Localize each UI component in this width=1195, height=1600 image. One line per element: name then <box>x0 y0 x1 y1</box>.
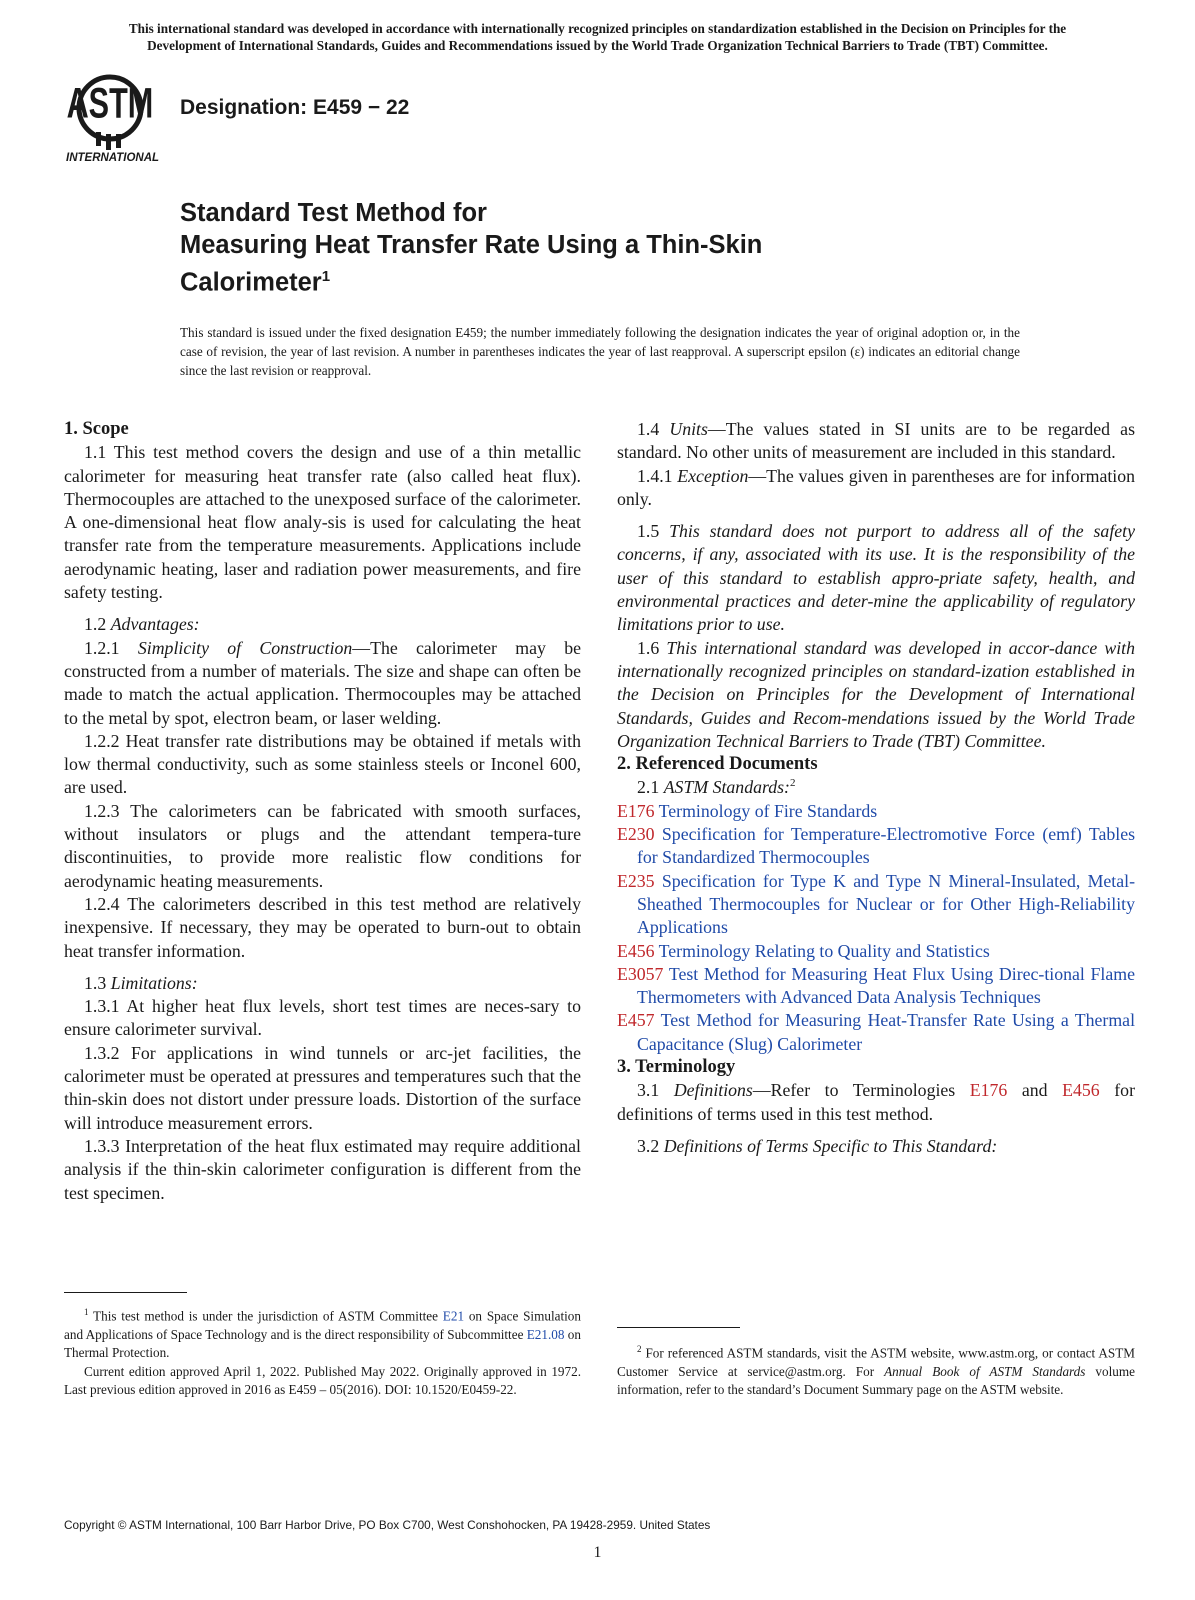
astm-logo-icon <box>64 70 168 166</box>
section-heading-terminology: 3. Terminology <box>617 1057 736 1078</box>
title-footnote-mark: 1 <box>321 268 331 285</box>
link-e21-08[interactable]: E21.08 <box>526 1326 565 1342</box>
astm-logo <box>64 70 168 166</box>
reference-code[interactable]: E456 <box>617 940 655 961</box>
reference-title[interactable]: Terminology Relating to Quality and Statistics <box>658 940 990 961</box>
reference-item[interactable] <box>617 800 1135 823</box>
footnote-2: $^2$ For referenced ASTM standards, visit the ASTM website, www.astm.org, or contact ASTM Customer Service at service@astm.org. For Annual Book of ASTM Standards volume information, refer to the standard’s Document Summary page on the ASTM website. <box>617 1344 1135 1398</box>
designation: Designation: E459 − 22 <box>180 96 410 119</box>
left-column <box>64 418 581 1205</box>
para-1-1: 1.1 This test method covers the design and use of a thin metallic calorimeter for measuring heat transfer rate (also called heat flux). Thermocouples are attached to the unexposed surface of the calorimeter. A one-dimensional heat flow analy-sis is used for calculating the heat transfer rate from the temperature measurements. Applications include aerodynamic heating, laser and radiation power measurements, and fire safety testing. <box>64 442 581 603</box>
link-e176[interactable]: E176 <box>969 1080 1008 1101</box>
para-1-2-3: 1.2.3 The calorimeters can be fabricated with smooth surfaces, without insulators or plugs and the attendant tempera-ture discontinuities, to provide more realistic flow conditions for aerodynamic heating measurements. <box>64 800 581 891</box>
page-number: 1 <box>593 1544 602 1561</box>
reference-list <box>617 800 1135 1056</box>
reference-title[interactable]: Test Method for Measuring Heat Flux Using Direc-tional Flame Thermometers with Advanced Data Analysis Techniques <box>637 963 1135 1008</box>
copyright-notice: Copyright © ASTM International, 100 Barr Harbor Drive, PO Box C700, West Conshohocken, PA 19428-2959. United States <box>64 1518 711 1532</box>
reference-title[interactable]: Specification for Type K and Type N Mineral-Insulated, Metal-Sheathed Thermocouples for Nuclear or for Other High-Reliability Applications <box>637 870 1135 938</box>
para-1-6: 1.6 This international standard was developed in accor-dance with internationally recognized principles on standard-ization established in the Decision on Principles for the Development of International Standards, Guides and Recom-mendations issued by the World Trade Organization Technical Barriers to Trade (TBT) Committee. <box>617 637 1135 751</box>
para-3-1: 3.1 Definitions—Refer to Terminologies E176 and E456 for definitions of terms used in this test method. <box>617 1080 1135 1124</box>
reference-item[interactable] <box>617 870 1135 940</box>
right-column <box>617 418 1135 1158</box>
title-line-1: Standard Test Method for <box>180 199 487 227</box>
reference-item[interactable] <box>617 963 1135 1010</box>
reference-code[interactable]: E457 <box>617 1010 655 1031</box>
reference-code[interactable]: E235 <box>617 870 655 891</box>
footnote-1-edition: Current edition approved April 1, 2022. Published May 2022. Originally approved in 1972. Last previous edition approved in 2016 as E459 – 05(2016). DOI: 10.1520/E0459-22. <box>64 1363 581 1398</box>
notice-line-1: This international standard was developed in accordance with internationally recognized principles on standardization established in the Decision on Principles for the <box>128 21 1067 36</box>
reference-title[interactable]: Specification for Temperature-Electromotive Force (emf) Tables for Standardized Thermocouples <box>637 824 1136 868</box>
para-1-3-3: 1.3.3 Interpretation of the heat flux estimated may require additional analysis if the thin-skin calorimeter configuration is different from the test specimen. <box>64 1135 581 1203</box>
footnote-1: $^1$ This test method is under the jurisdiction of ASTM Committee E21 on Space Simulation and Applications of Space Technology and is the direct responsibility of Subcommittee E21.08 on Thermal Protection. Current edition approved April 1, 2022. Published May 2022. Originally approved in 1972. Last previous edition approved in 2016 as E459 – 05(2016). DOI: 10.1520/E0459-22. <box>64 1303 581 1400</box>
title-line-2: Measuring Heat Transfer Rate Using a Thin-Skin <box>180 231 763 259</box>
notice-line-2: Development of International Standards, Guides and Recommendations issued by the World Trade Organization Technical Barriers to Trade (TBT) Committee. <box>147 38 1048 53</box>
para-1-3-1: 1.3.1 At higher heat flux levels, short test times are neces-sary to ensure calorimeter survival. <box>64 996 581 1040</box>
reference-title[interactable]: Terminology of Fire Standards <box>658 800 878 821</box>
para-1-5: 1.5 This standard does not purport to address all of the safety concerns, if any, associated with its use. It is the responsibility of the user of this standard to establish appro-priate safety, health, and environmental practices and deter-mine the applicability of regulatory limitations prior to use. <box>617 521 1135 635</box>
title-line-3: Calorimeter <box>180 268 322 297</box>
reference-item[interactable] <box>617 823 1135 870</box>
reference-code[interactable]: E230 <box>617 824 655 845</box>
section-heading-scope: 1. Scope <box>64 419 129 439</box>
link-e21[interactable]: E21 <box>442 1308 465 1324</box>
para-1-2: 1.2 Advantages: <box>84 614 200 635</box>
para-1-2-2: 1.2.2 Heat transfer rate distributions may be obtained if metals with low thermal conductivity, such as some stainless steels or Inconel 600, are used. <box>64 730 581 798</box>
para-3-2: 3.2 Definitions of Terms Specific to This Standard: <box>637 1135 998 1156</box>
reference-code[interactable]: E3057 <box>617 963 664 984</box>
logo-international: INTERNATIONAL <box>66 152 160 164</box>
section-heading-referenced-documents: 2. Referenced Documents <box>617 754 818 775</box>
para-1-4: 1.4 Units—The values stated in SI units are to be regarded as standard. No other units of measurement are included in this standard. <box>617 419 1135 463</box>
logo-mark-text: ASTM <box>66 78 154 127</box>
para-1-2-4: 1.2.4 The calorimeters described in this test method are relatively inexpensive. If necessary, they may be operated to burn-out to obtain heat transfer information. <box>64 893 581 961</box>
para-1-4-1: 1.4.1 Exception—The values given in parentheses are for information only. <box>617 465 1135 509</box>
document-title <box>180 197 762 299</box>
para-1-2-1: 1.2.1 Simplicity of Construction—The calorimeter may be constructed from a number of materials. The size and shape can often be made to match the actual application. Thermocouples may be attached to the metal by spot, electron beam, or laser welding. <box>64 637 581 728</box>
wto-notice <box>60 20 1135 54</box>
para-2-1: 2.1 ASTM Standards:$^2$ <box>637 777 796 798</box>
footnote-rule-right <box>617 1327 740 1328</box>
para-1-3-2: 1.3.2 For applications in wind tunnels or arc-jet facilities, the calorimeter must be operated at pressures and temperatures such that the thin-skin does not distort under pressure loads. Distortion of the surface will introduce measurement errors. <box>64 1042 581 1133</box>
reference-code[interactable]: E176 <box>617 800 655 821</box>
reference-item[interactable] <box>617 1009 1135 1056</box>
para-1-3: 1.3 Limitations: <box>84 972 198 993</box>
reference-item[interactable] <box>617 940 1135 963</box>
footnote-rule-left <box>64 1292 187 1293</box>
issued-note: This standard is issued under the fixed designation E459; the number immediately following the designation indicates the year of original adoption or, in the case of revision, the year of last revision. A number in parentheses indicates the year of last reapproval. A superscript epsilon (ε) indicates an editorial change since the last revision or reapproval. <box>180 325 1020 378</box>
link-e456[interactable]: E456 <box>1062 1080 1100 1101</box>
reference-title[interactable]: Test Method for Measuring Heat-Transfer Rate Using a Thermal Capacitance (Slug) Calorimeter <box>637 1010 1136 1054</box>
